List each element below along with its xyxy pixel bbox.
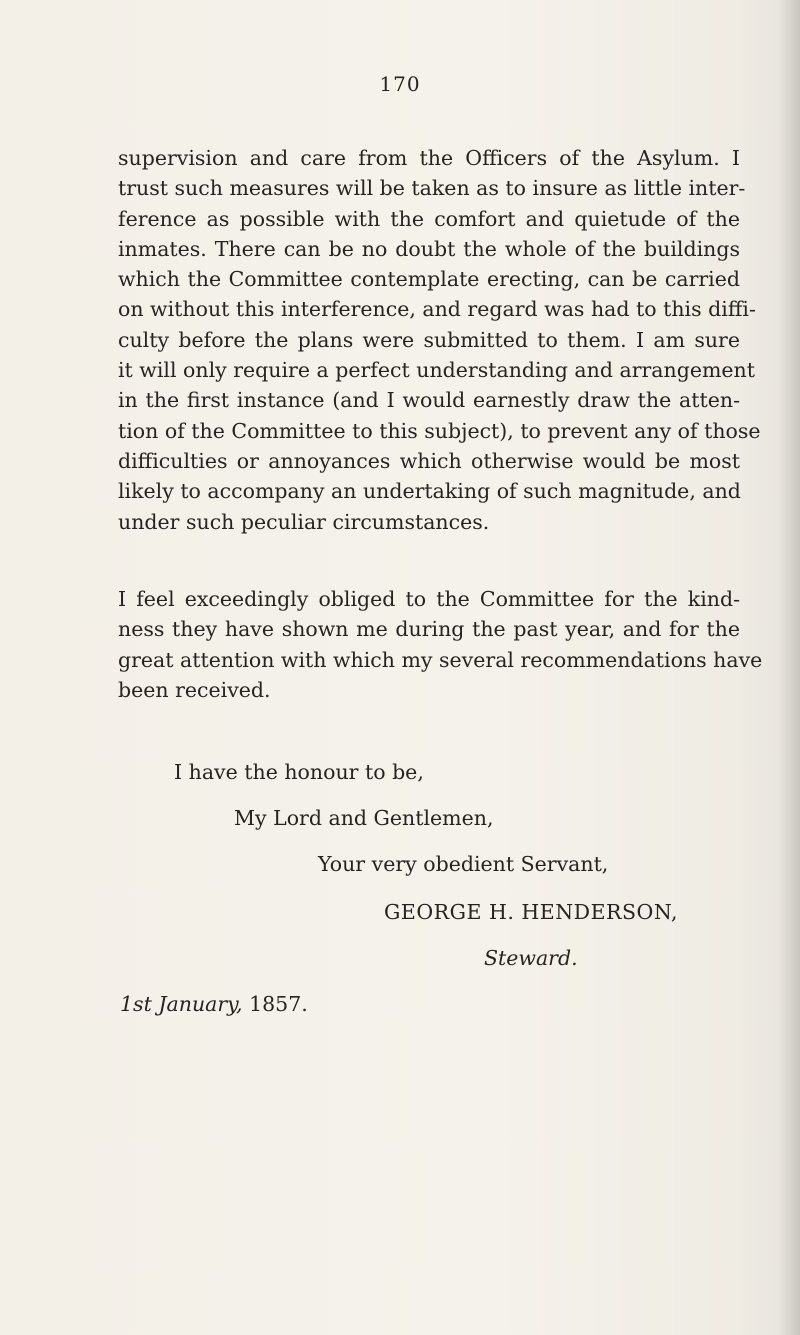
text-line: I feel exceedingly obliged to the Committee for the kind- [118, 587, 740, 611]
paragraph-thanks [118, 584, 763, 705]
signatory-name: GEORGE H. HENDERSON, [384, 900, 678, 924]
page-edge-shadow [778, 0, 800, 1335]
date-year: 1857. [242, 992, 308, 1016]
text-line: which the Committee contemplate erecting, can be carried [118, 267, 740, 292]
text-line: in the first instance (and I would earnestly draw the atten- [118, 388, 740, 413]
text-line: inmates. There can be no doubt the whole of the buildings [118, 236, 740, 261]
text-line: on without this interference, and regard was had to this diffi- [118, 297, 756, 322]
text-line: trust such measures will be taken as to insure as little inter- [118, 176, 746, 201]
text-line: supervision and care from the Officers of the Asylum. I [118, 146, 740, 170]
text-line: ness they have shown me during the past year, and for the [118, 617, 740, 642]
page-number: 170 [379, 72, 421, 96]
closing-salutation: I have the honour to be, [174, 760, 424, 784]
letter-date [120, 992, 308, 1016]
text-line: been received. [118, 677, 271, 702]
text-line: it will only require a perfect understanding and arrangement [118, 358, 755, 383]
closing-addressee: My Lord and Gentlemen, [234, 806, 494, 830]
text-line: great attention with which my several recommendations have [118, 647, 763, 672]
signatory-title: Steward. [484, 946, 578, 970]
text-line: difficulties or annoyances which otherwise would be most [118, 448, 740, 473]
date-day-month: 1st January, [120, 992, 243, 1016]
text-line: tion of the Committee to this subject), to prevent any of those [118, 418, 761, 443]
text-line: likely to accompany an undertaking of such magnitude, and [118, 479, 741, 504]
paragraph-supervision [118, 143, 761, 537]
text-line: culty before the plans were submitted to them. I am sure [118, 327, 740, 352]
text-line: under such peculiar circumstances. [118, 509, 490, 534]
closing-valediction: Your very obedient Servant, [318, 852, 609, 876]
text-line: ference as possible with the comfort and quietude of the [118, 206, 740, 231]
